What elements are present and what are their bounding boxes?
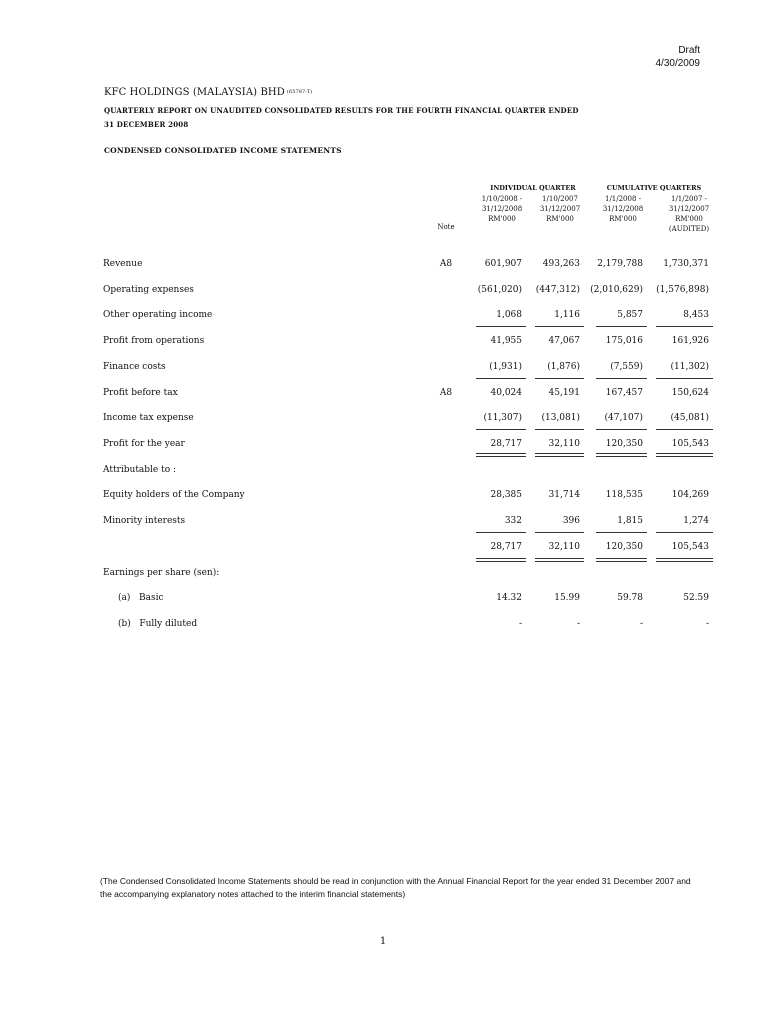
row-value: 8,453 — [683, 310, 709, 320]
row-value: (447,312) — [535, 285, 580, 295]
row-value: 118,535 — [605, 490, 643, 500]
table-rule — [476, 378, 526, 379]
row-value: 41,955 — [490, 336, 522, 346]
row-label: Attributable to : — [103, 465, 177, 475]
table-rule — [596, 429, 647, 430]
report-date: 31 DECEMBER 2008 — [104, 120, 189, 129]
row-value: 31,714 — [548, 490, 580, 500]
row-value: - — [518, 619, 522, 629]
row-value: (2,010,629) — [590, 285, 643, 295]
row-value: (11,302) — [670, 362, 709, 372]
row-value: - — [705, 619, 709, 629]
column-header — [530, 194, 590, 224]
table-rule — [596, 453, 647, 454]
row-value: 47,067 — [548, 336, 580, 346]
row-note: A8 — [439, 388, 453, 398]
table-rule — [476, 532, 526, 533]
period-start: 1/10/2007 — [542, 195, 578, 203]
row-value: 32,110 — [548, 542, 580, 552]
unit-label: RM'000 — [546, 215, 574, 223]
row-value: 15.99 — [554, 593, 580, 603]
row-value: 493,263 — [542, 259, 580, 269]
unit-label: RM'000 — [609, 215, 637, 223]
period-end: 31/12/2008 — [481, 205, 523, 213]
row-value: 1,274 — [683, 516, 709, 526]
row-value: 167,457 — [605, 388, 643, 398]
table-rule — [476, 456, 526, 457]
table-rule — [535, 429, 584, 430]
row-value: (561,020) — [477, 285, 522, 295]
group-cumulative-header: CUMULATIVE QUARTERS — [606, 184, 702, 192]
row-label: Minority interests — [103, 516, 186, 526]
row-value: 105,543 — [671, 439, 709, 449]
table-rule — [656, 456, 713, 457]
row-value: (1,576,898) — [656, 285, 709, 295]
table-rule — [535, 561, 584, 562]
table-rule — [656, 558, 713, 559]
table-rule — [596, 561, 647, 562]
period-end: 31/12/2007 — [668, 205, 710, 213]
row-value: (7,559) — [610, 362, 643, 372]
row-value: 120,350 — [605, 542, 643, 552]
footnote: (The Condensed Consolidated Income Statements should be read in conjunction with the Annual Financial Report for the year ended 31 December 2007 and the accompanying explanatory notes attached to the interim financial statements) — [100, 876, 691, 899]
table-rule — [476, 429, 526, 430]
row-label: Other operating income — [103, 310, 213, 320]
period-start: 1/1/2008 - — [604, 195, 642, 203]
table-rule — [596, 558, 647, 559]
table-rule — [535, 453, 584, 454]
row-label: Equity holders of the Company — [103, 490, 245, 500]
row-value: (1,931) — [489, 362, 522, 372]
table-rule — [656, 532, 713, 533]
row-value: 2,179,788 — [597, 259, 643, 269]
table-rule — [535, 456, 584, 457]
table-rule — [476, 453, 526, 454]
row-value: 161,926 — [671, 336, 709, 346]
draft-stamp — [656, 44, 701, 70]
table-rule — [596, 378, 647, 379]
row-value: 120,350 — [605, 439, 643, 449]
row-label: Operating expenses — [103, 285, 194, 295]
row-value: 1,116 — [554, 310, 580, 320]
row-value: (45,081) — [670, 413, 709, 423]
row-value: 175,016 — [605, 336, 643, 346]
row-value: 1,815 — [617, 516, 643, 526]
row-note: A8 — [439, 259, 453, 269]
table-rule — [596, 532, 647, 533]
row-value: (1,876) — [547, 362, 580, 372]
row-label: Profit before tax — [103, 388, 178, 398]
row-label: (a) Basic — [118, 593, 164, 603]
column-header — [593, 194, 653, 224]
row-value: 28,717 — [490, 439, 522, 449]
row-value: 32,110 — [548, 439, 580, 449]
row-label: Earnings per share (sen): — [103, 568, 220, 578]
row-value: 52.59 — [683, 593, 709, 603]
row-label: Profit for the year — [103, 439, 185, 449]
page-number: 1 — [379, 936, 387, 947]
row-value: 104,269 — [671, 490, 709, 500]
row-value: - — [639, 619, 643, 629]
period-end: 31/12/2008 — [602, 205, 644, 213]
row-value: (11,307) — [483, 413, 522, 423]
period-end: 31/12/2007 — [539, 205, 581, 213]
table-rule — [656, 429, 713, 430]
table-rule — [596, 456, 647, 457]
row-value: 45,191 — [548, 388, 580, 398]
section-title: CONDENSED CONSOLIDATED INCOME STATEMENTS — [104, 146, 342, 155]
draft-date: 4/30/2009 — [655, 58, 700, 69]
row-value: 28,385 — [490, 490, 522, 500]
row-value: 396 — [562, 516, 580, 526]
row-value: 601,907 — [484, 259, 522, 269]
row-value: 1,068 — [496, 310, 522, 320]
note-header: Note — [437, 223, 455, 231]
table-rule — [535, 532, 584, 533]
row-value: 150,624 — [671, 388, 709, 398]
table-rule — [596, 326, 647, 327]
report-title: QUARTERLY REPORT ON UNAUDITED CONSOLIDATED RESULTS FOR THE FOURTH FINANCIAL QUARTER ENDED — [104, 106, 579, 115]
row-value: (13,081) — [541, 413, 580, 423]
table-rule — [656, 453, 713, 454]
row-value: 40,024 — [490, 388, 522, 398]
company-name — [104, 87, 312, 98]
row-value: 5,857 — [617, 310, 643, 320]
row-value: 332 — [504, 516, 522, 526]
unit-label: RM'000 — [675, 215, 703, 223]
draft-label: Draft — [678, 45, 700, 56]
row-label: (b) Fully diluted — [118, 619, 198, 629]
row-value: (47,107) — [604, 413, 643, 423]
table-rule — [656, 326, 713, 327]
table-rule — [535, 378, 584, 379]
table-rule — [535, 326, 584, 327]
table-rule — [476, 558, 526, 559]
table-rule — [476, 561, 526, 562]
company-title: KFC HOLDINGS (MALAYSIA) BHD — [104, 87, 285, 98]
audit-label: (AUDITED) — [668, 225, 710, 233]
period-start: 1/10/2008 - — [481, 195, 523, 203]
table-rule — [656, 561, 713, 562]
row-label: Finance costs — [103, 362, 166, 372]
row-label: Revenue — [103, 259, 143, 269]
column-header — [472, 194, 532, 224]
row-value: 59.78 — [617, 593, 643, 603]
unit-label: RM'000 — [488, 215, 516, 223]
row-value: 1,730,371 — [663, 259, 709, 269]
company-reg-no: (65787-T) — [286, 89, 313, 95]
period-start: 1/1/2007 - — [670, 195, 708, 203]
row-label: Income tax expense — [103, 413, 194, 423]
table-rule — [656, 378, 713, 379]
row-value: - — [576, 619, 580, 629]
row-value: 28,717 — [490, 542, 522, 552]
table-rule — [476, 326, 526, 327]
table-rule — [535, 558, 584, 559]
row-value: 105,543 — [671, 542, 709, 552]
row-label: Profit from operations — [103, 336, 205, 346]
group-individual-header: INDIVIDUAL QUARTER — [490, 184, 576, 192]
column-header — [659, 194, 719, 234]
row-value: 14.32 — [496, 593, 522, 603]
